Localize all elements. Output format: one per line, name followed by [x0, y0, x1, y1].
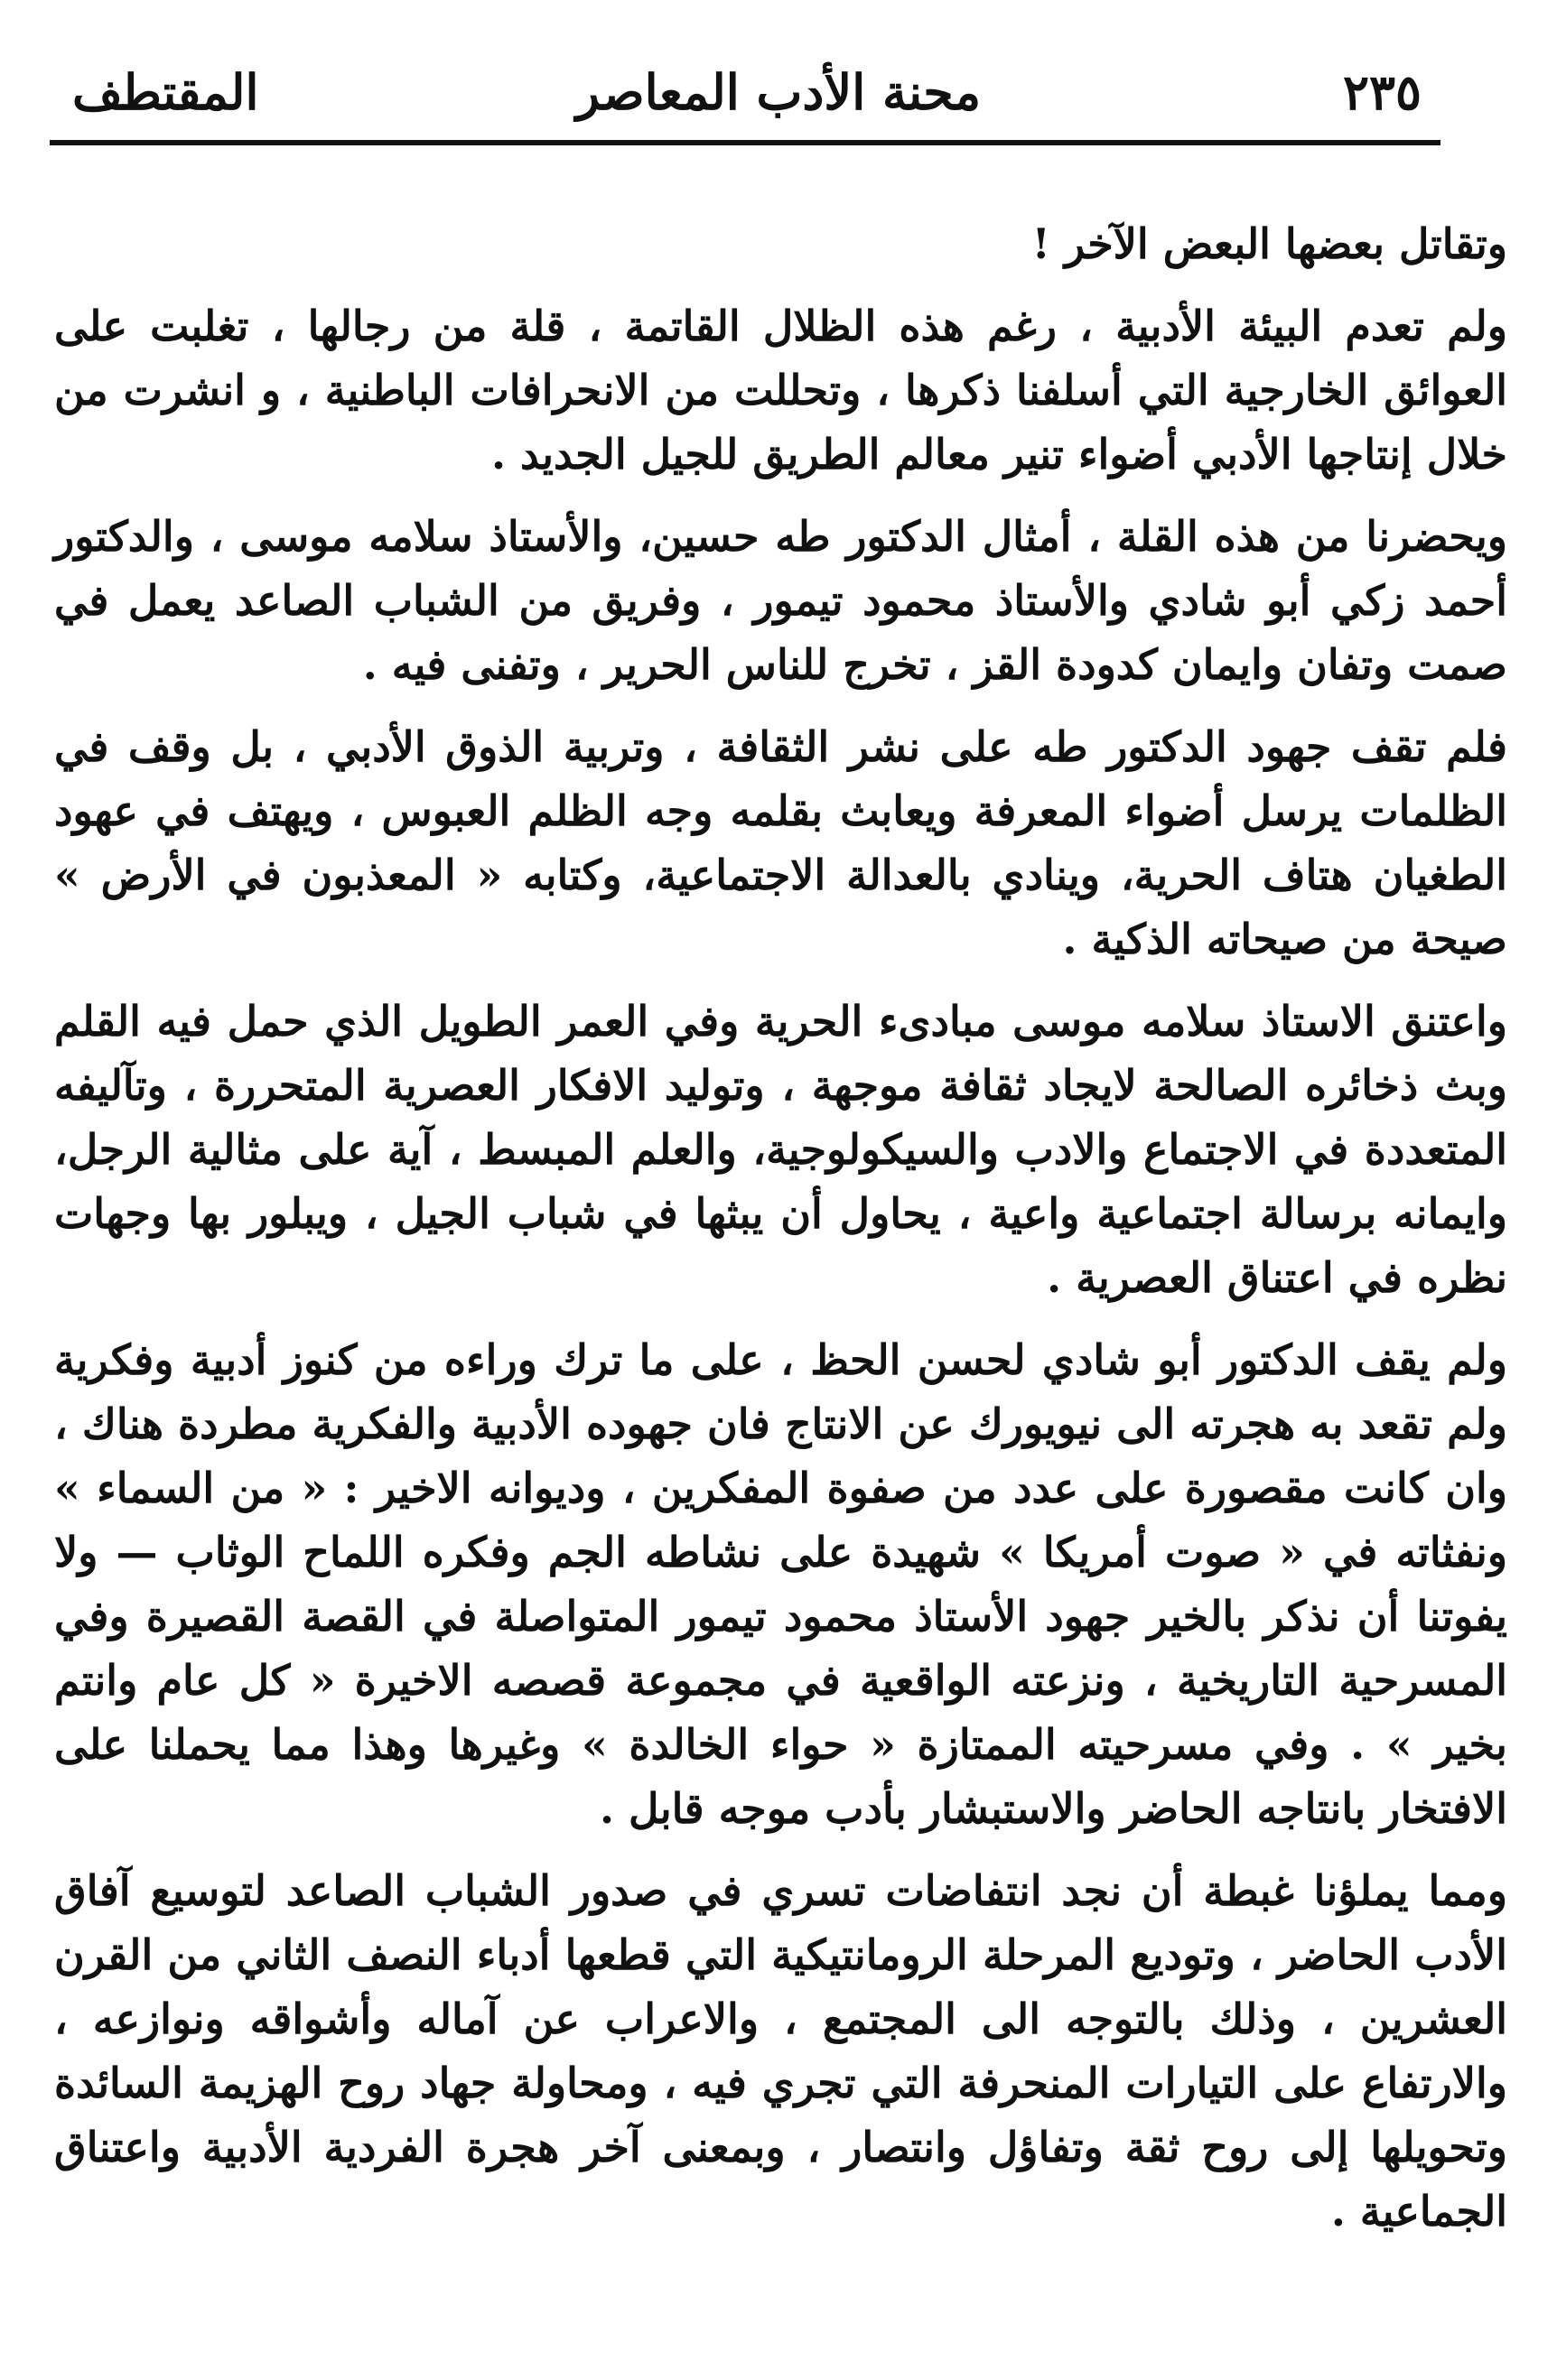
paragraph: واعتنق الاستاذ سلامه موسى مبادىء الحرية وفي العمر الطويل الذي حمل فيه القلم وبث ذخائره الصالحة لايجاد ثقافة موجهة ، وتوليد الافكار العصرية المتحررة ، وتآليفه المتعددة في الاجتماع والادب والسيكولوجية، والعلم المبسط ، آية على مثالية الرجل، وايمانه برسالة اجتماعية واعية ، يحاول أن يبثها في شباب الجيل ، ويبلور بها وجهات نظره في اعتناق العصرية .: [54, 997, 1507, 1302]
paragraph: ومما يملؤنا غبطة أن نجد انتفاضات تسري في صدور الشباب الصاعد لتوسيع آفاق الأدب الحاضر ، وتوديع المرحلة الرومانتيكية التي قطعها أدباء النصف الثاني من القرن العشرين ، وذلك بالتوجه الى المجتمع ، والاعراب عن آماله وأشواقه ونوازعه ، والارتفاع على التيارات المنحرفة التي تجري فيه ، ومحاولة جهاد روح الهزيمة السائدة وتحويلها إلى روح ثقة وتفاؤل وانتصار ، وبمعنى آخر هجرة الفردية الأدبية واعتناق الجماعية .: [54, 1866, 1507, 2236]
paragraph: فلم تقف جهود الدكتور طه على نشر الثقافة ، وتربية الذوق الأدبي ، بل وقف في الظلمات يرسل أضواء المعرفة ويعابث بقلمه وجه الظلم العبوس ، ويهتف في عهود الطغيان هتاف الحرية، وينادي بالعدالة الاجتماعية، وكتابه « المعذبون في الأرض » صيحة من صيحاته الذكية .: [54, 722, 1507, 963]
paragraph: ولم تعدم البيئة الأدبية ، رغم هذه الظلال القاتمة ، قلة من رجالها ، تغلبت على العوائق الخارجية التي أسلفنا ذكرها ، وتحللت من الانحرافات الباطنية ، و انشرت من خلال إنتاجها الأدبي أضواء تنير معالم الطريق للجيل الجديد .: [54, 302, 1507, 479]
paragraph: ولم يقف الدكتور أبو شادي لحسن الحظ ، على ما ترك وراءه من كنوز أدبية وفكرية ولم تقعد به هجرته الى نيويورك عن الانتاج فان جهوده الأدبية والفكرية مطردة هناك ، وان كانت مقصورة على عدد من صفوة المفكرين ، وديوانه الاخير : « من السماء » ونفثاته في « صوت أمريكا » شهيدة على نشاطه الجم وفكره اللماح الوثاب — ولا يفوتنا أن نذكر بالخير جهود الأستاذ محمود تيمور المتواصلة في القصة القصيرة وفي المسرحية التاريخية ، ونزعته الواقعية في مجموعة قصصه الاخيرة « كل عام وانتم بخير » . وفي مسرحيته الممتازة « حواء الخالدة » وغيرها وهذا مما يحملنا على الافتخار بانتاجه الحاضر والاستبشار بأدب موجه قابل .: [54, 1335, 1507, 1833]
paragraph: ويحضرنا من هذه القلة ، أمثال الدكتور طه حسين، والأستاذ سلامه موسى ، والدكتور أحمد زكي أبو شادي والأستاذ محمود تيمور ، وفريق من الشباب الصاعد يعمل في صمت وتفان وايمان كدودة القز ، تخرج للناس الحرير ، وتفنى فيه .: [54, 512, 1507, 689]
paragraph: وتقاتل بعضها البعض الآخر !: [1031, 219, 1507, 268]
header-rule: [50, 140, 1440, 145]
running-title: محنة الأدب المعاصر: [575, 63, 982, 121]
page-number: ٢٣٥: [1342, 63, 1422, 121]
article-body: [54, 212, 1507, 2262]
magazine-name: المقتطف: [72, 63, 259, 121]
page-header: [54, 63, 1503, 126]
